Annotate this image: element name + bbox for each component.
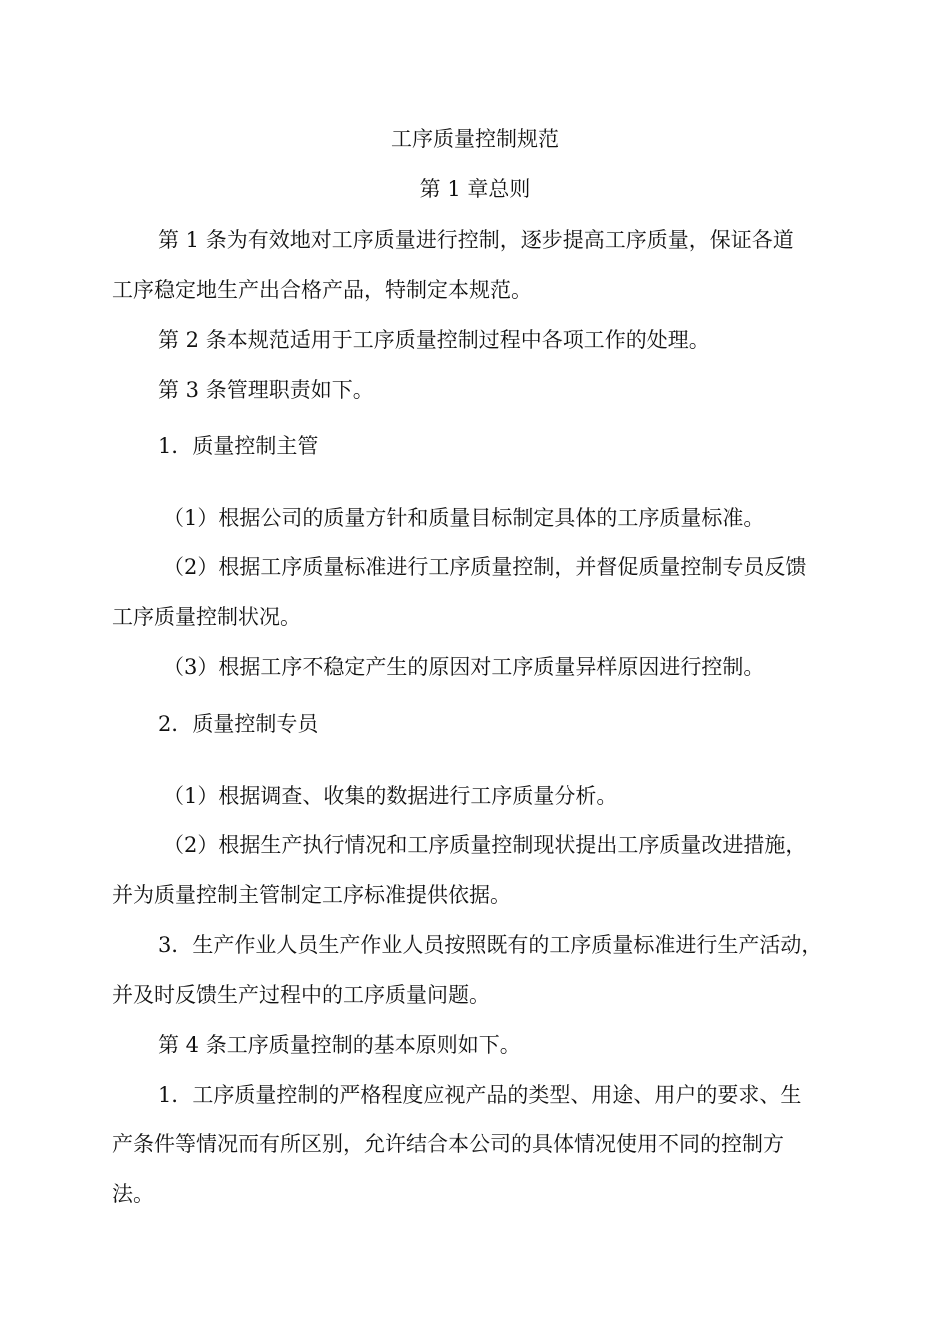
list-item: （2）根据工序质量标准进行工序质量控制，并督促质量控制专员反馈: [163, 555, 807, 579]
paragraph-line: 第 4 条工序质量控制的基本原则如下。: [158, 1033, 521, 1057]
list-item: （3）根据工序不稳定产生的原因对工序质量异样原因进行控制。: [163, 655, 765, 679]
paragraph-line: 产条件等情况而有所区别，允许结合本公司的具体情况使用不同的控制方: [112, 1132, 784, 1156]
list-item: （2）根据生产执行情况和工序质量控制现状提出工序质量改进措施，: [163, 833, 807, 857]
section-heading: 2．质量控制专员: [158, 712, 319, 736]
paragraph-line: 第 1 条为有效地对工序质量进行控制，逐步提高工序质量，保证各道: [158, 228, 794, 252]
section-heading: 1．质量控制主管: [158, 434, 319, 458]
list-item: 1．工序质量控制的严格程度应视产品的类型、用途、用户的要求、生: [158, 1083, 802, 1107]
document-title: 工序质量控制规范: [391, 127, 559, 151]
paragraph-line: 并为质量控制主管制定工序标准提供依据。: [112, 883, 511, 907]
paragraph-line: 工序质量控制状况。: [112, 605, 301, 629]
section-heading: 3．生产作业人员生产作业人员按照既有的工序质量标准进行生产活动，: [158, 933, 823, 957]
chapter-heading: 第 1 章总则: [419, 177, 531, 201]
paragraph-line: 第 3 条管理职责如下。: [158, 378, 374, 402]
paragraph-line: 并及时反馈生产过程中的工序质量问题。: [112, 983, 490, 1007]
paragraph-line: 法。: [112, 1182, 154, 1206]
list-item: （1）根据调查、收集的数据进行工序质量分析。: [163, 784, 618, 808]
paragraph-line: 工序稳定地生产出合格产品，特制定本规范。: [112, 278, 532, 302]
list-item: （1）根据公司的质量方针和质量目标制定具体的工序质量标准。: [163, 506, 765, 530]
paragraph-line: 第 2 条本规范适用于工序质量控制过程中各项工作的处理。: [158, 328, 710, 352]
